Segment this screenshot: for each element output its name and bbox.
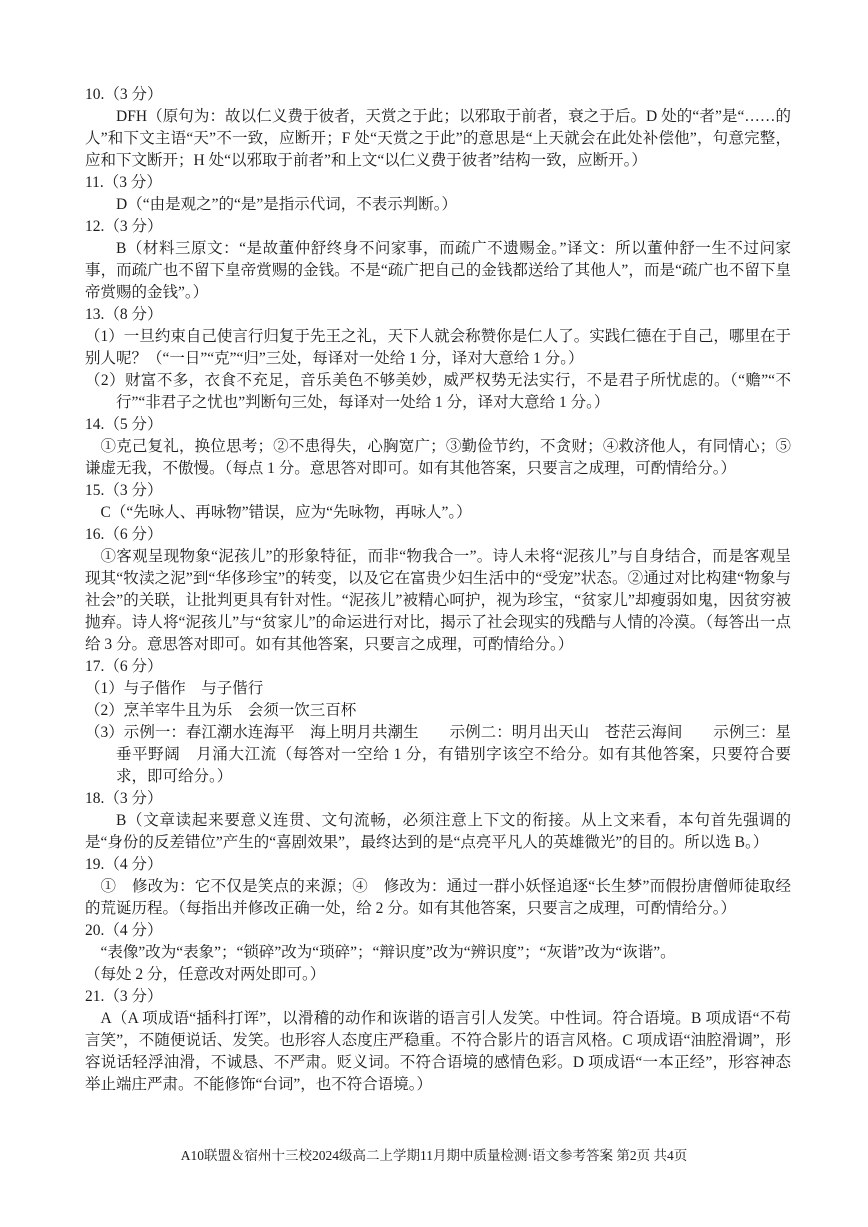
question-number: 15.（3 分） — [85, 482, 163, 499]
answer-paragraph: （3）示例一：春江潮水连海平 海上明月共潮生 示例二：明月出天山 苍茫云海间 示例三：星垂平野阔 月涌大江流（每答对一空给 1 分，有错别字该空不给分。如有其他答案，只要符合要求，即可给分。） — [85, 724, 791, 785]
page-footer: A10联盟＆宿州十三校2024级高二上学期11月期中质量检测·语文参考答案 第2页 共4页 — [180, 1148, 688, 1163]
answer-paragraph: B（材料三原文：“是故董仲舒终身不问家事，而疏广不遗赐金。”译文：所以董仲舒一生不过问家事，而疏广也不留下皇帝赏赐的金钱。不是“疏广把自己的金钱都送给了其他人”，而是“疏广也不留下皇帝赏赐的金钱”。） — [85, 240, 791, 301]
question-item — [85, 480, 791, 524]
question-item — [85, 304, 791, 414]
answer-paragraph: ① 修改为：它不仅是笑点的来源；④ 修改为：通过一群小妖怪追逐“长生梦”而假扮唐僧师徒取经的荒诞历程。（每指出并修改正确一处，给 2 分。如有其他答案，只要言之成理，可酌情给分。） — [85, 878, 791, 917]
question-number: 18.（3 分） — [85, 790, 163, 807]
question-item — [85, 854, 791, 920]
question-item — [85, 986, 791, 1096]
question-item — [85, 656, 791, 788]
question-item — [85, 788, 791, 854]
question-number: 12.（3 分） — [85, 218, 163, 235]
question-number: 20.（4 分） — [85, 922, 163, 939]
answer-paragraph: D（“由是观之”的“是”是指示代词，不表示判断。） — [116, 196, 457, 213]
question-number: 14.（5 分） — [85, 416, 163, 433]
answer-paragraph: （2）烹羊宰牛且为乐 会须一饮三百杯 — [85, 702, 357, 719]
question-item — [85, 84, 791, 172]
answer-paragraph: ①克己复礼，换位思考；②不患得失，心胸宽广；③勤俭节约，不贪财；④救济他人，有同情心；⑤谦虚无我，不傲慢。（每点 1 分。意思答对即可。如有其他答案，只要言之成理，可酌情给分。） — [85, 438, 791, 477]
answer-paragraph: B（文章读起来要意义连贯、文句流畅，必须注意上下文的衔接。从上文来看，本句首先强调的是“身份的反差错位”产生的“喜剧效果”，最终达到的是“点亮平凡人的英雄微光”的目的。所以选 B。） — [85, 812, 791, 851]
answer-paragraph: DFH（原句为：故以仁义费于彼者，天赏之于此；以邪取于前者，衰之于后。D 处的“者”是“……的人”和下文主语“天”不一致，应断开；F 处“天赏之于此”的意思是“上天就会在此处补偿他”，句意完整，应和下文断开；H 处“以邪取于前者”和上文“以仁义费于彼者”结构一致，应断开。） — [85, 108, 791, 169]
question-number: 16.（6 分） — [85, 526, 163, 543]
question-number: 21.（3 分） — [85, 988, 163, 1005]
question-item — [85, 216, 791, 304]
question-item — [85, 172, 791, 216]
answer-paragraph: （1）一旦约束自己使言行归复于先王之礼，天下人就会称赞你是仁人了。实践仁德在于自己，哪里在于别人呢？（“一日”“克”“归”三处，每译对一处给 1 分，译对大意给 1 分。） — [85, 328, 791, 367]
answer-paragraph: （2）财富不多，衣食不充足，音乐美色不够美妙，威严权势无法实行，不是君子所忧虑的。（“赡”“不行”“非君子之忧也”判断句三处，每译对一处给 1 分，译对大意给 1 分。） — [85, 372, 791, 411]
question-number: 19.（4 分） — [85, 856, 163, 873]
question-number: 10.（3 分） — [85, 86, 163, 103]
answer-paragraph: A（A 项成语“插科打诨”，以滑稽的动作和诙谐的语言引人发笑。中性词。符合语境。B 项成语“不苟言笑”，不随便说话、发笑。也形容人态度庄严稳重。不符合影片的语言风格。C 项成语“油腔滑调”，形容说话轻浮油滑，不诚恳、不严肃。贬义词。不符合语境的感情色彩。D 项成语“一本正经”，形容神态举止端庄严肃。不能修饰“台词”，也不符合语境。） — [85, 1010, 791, 1093]
question-item — [85, 414, 791, 480]
answer-paragraph: “表像”改为“表象”；“锁碎”改为“琐碎”；“辩识度”改为“辨识度”；“灰谐”改为“诙谐”。 — [100, 944, 676, 961]
answer-paragraph: （每处 2 分，任意改对两处即可。） — [85, 966, 326, 983]
question-number: 11.（3 分） — [85, 174, 162, 191]
answer-paragraph: ①客观呈现物象“泥孩儿”的形象特征，而非“物我合一”。诗人未将“泥孩儿”与自身结合，而是客观呈现其“牧渎之泥”到“华侈珍宝”的转变，以及它在富贵少妇生活中的“受宠”状态。②通过对比构建“物象与社会”的关联，让批判更具有针对性。“泥孩儿”被精心呵护，视为珍宝，“贫家儿”却瘦弱如鬼，因贫穷被抛弃。诗人将“泥孩儿”与“贫家儿”的命运进行对比，揭示了社会现实的残酷与人情的冷漠。（每答出一点给 3 分。意思答对即可。如有其他答案，只要言之成理，可酌情给分。） — [85, 548, 791, 653]
question-number: 13.（8 分） — [85, 306, 163, 323]
question-item — [85, 524, 791, 656]
question-number: 17.（6 分） — [85, 658, 163, 675]
answer-paragraph: C（“先咏人、再咏物”错误，应为“先咏物，再咏人”。） — [100, 504, 472, 521]
questions-list — [85, 84, 791, 1096]
answer-paragraph: （1）与子偕作 与子偕行 — [85, 680, 264, 697]
question-item — [85, 920, 791, 986]
